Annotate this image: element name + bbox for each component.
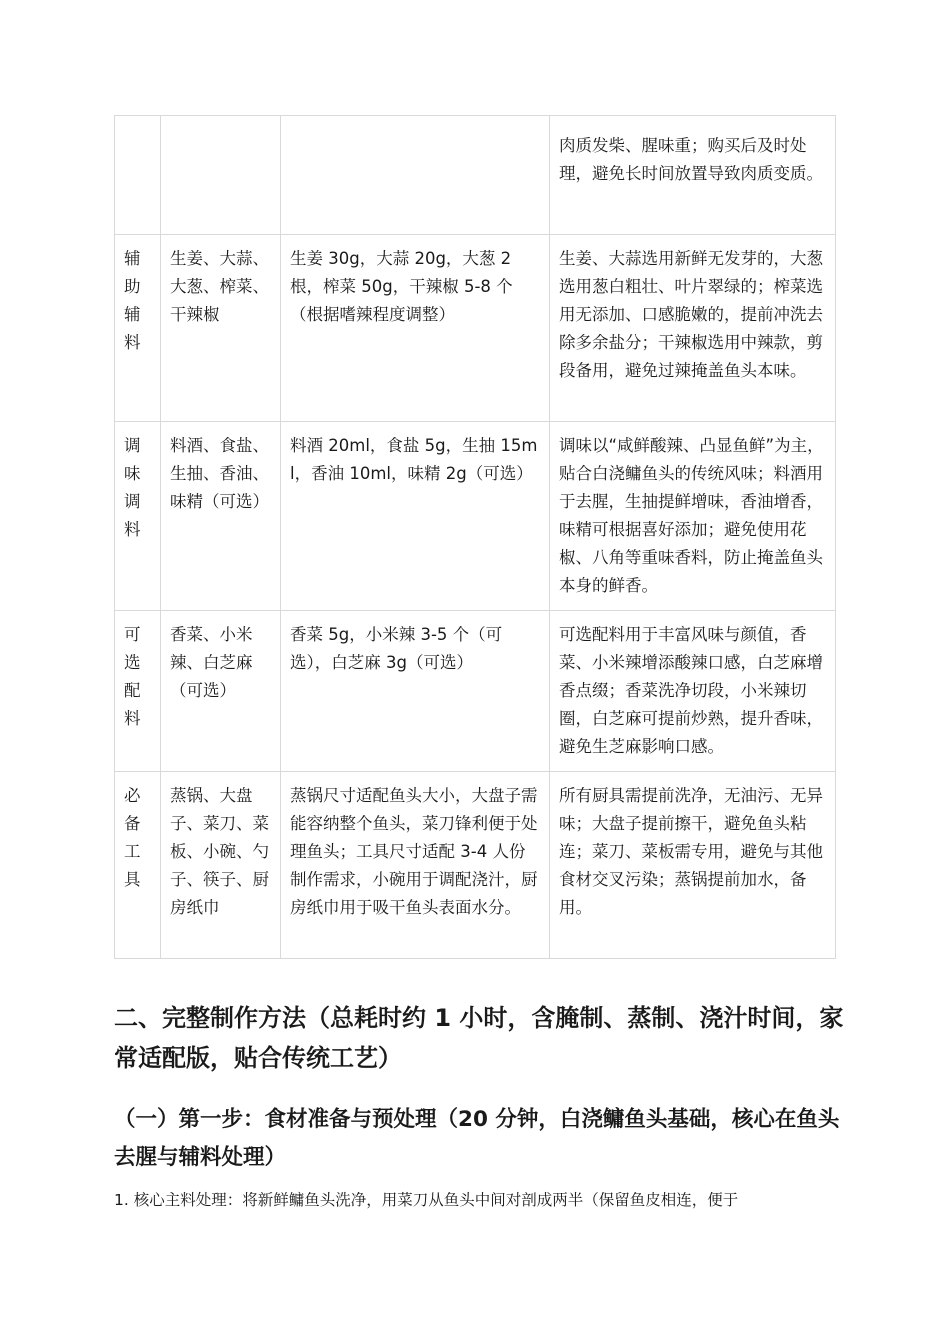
notes-cell: 生姜、大蒜选用新鲜无发芽的，大葱选用葱白粗壮、叶片翠绿的；榨菜选用无添加、口感脆嫩的，提前冲洗去除多余盐分；干辣椒选用中辣款，剪段备用，避免过辣掩盖鱼头本味。 bbox=[550, 235, 836, 422]
items-cell bbox=[161, 116, 281, 235]
table-row bbox=[115, 116, 836, 235]
table-row bbox=[115, 611, 836, 772]
step-item: 1. 核心主料处理：将新鲜鳙鱼头洗净，用菜刀从鱼头中间对剖成两半（保留鱼皮相连，便于 bbox=[114, 1191, 739, 1209]
notes-cell: 肉质发柴、腥味重；购买后及时处理，避免长时间放置导致肉质变质。 bbox=[550, 116, 836, 235]
amount-cell bbox=[281, 116, 550, 235]
category-cell: 必备工具 bbox=[115, 772, 161, 959]
items-cell: 生姜、大蒜、大葱、榨菜、干辣椒 bbox=[161, 235, 281, 422]
amount-cell: 料酒 20ml，食盐 5g，生抽 15ml，香油 10ml，味精 2g（可选） bbox=[281, 422, 550, 611]
section-heading: 二、完整制作方法（总耗时约 1 小时，含腌制、蒸制、浇汁时间，家常适配版，贴合传统工艺） bbox=[114, 1004, 844, 1072]
step-heading: （一）第一步：食材准备与预处理（20 分钟，白浇鳙鱼头基础，核心在鱼头去腥与辅料处理） bbox=[114, 1107, 840, 1170]
items-cell: 蒸锅、大盘子、菜刀、菜板、小碗、勺子、筷子、厨房纸巾 bbox=[161, 772, 281, 959]
notes-cell: 所有厨具需提前洗净，无油污、无异味；大盘子提前擦干，避免鱼头粘连；菜刀、菜板需专用，避免与其他食材交叉污染；蒸锅提前加水，备用。 bbox=[550, 772, 836, 959]
category-cell: 调味调料 bbox=[115, 422, 161, 611]
category-cell bbox=[115, 116, 161, 235]
table-row bbox=[115, 772, 836, 959]
ingredients-table bbox=[114, 115, 836, 959]
table-row bbox=[115, 422, 836, 611]
notes-cell: 调味以“咸鲜酸辣、凸显鱼鲜”为主，贴合白浇鳙鱼头的传统风味；料酒用于去腥，生抽提鲜增味，香油增香，味精可根据喜好添加；避免使用花椒、八角等重味香料，防止掩盖鱼头本身的鲜香。 bbox=[550, 422, 836, 611]
category-cell: 辅助辅料 bbox=[115, 235, 161, 422]
notes-cell: 可选配料用于丰富风味与颜值，香菜、小米辣增添酸辣口感，白芝麻增香点缀；香菜洗净切段，小米辣切圈，白芝麻可提前炒熟，提升香味，避免生芝麻影响口感。 bbox=[550, 611, 836, 772]
amount-cell: 生姜 30g，大蒜 20g，大葱 2 根，榨菜 50g，干辣椒 5-8 个（根据嗜辣程度调整） bbox=[281, 235, 550, 422]
category-cell: 可选配料 bbox=[115, 611, 161, 772]
items-cell: 料酒、食盐、生抽、香油、味精（可选） bbox=[161, 422, 281, 611]
amount-cell: 香菜 5g，小米辣 3-5 个（可选），白芝麻 3g（可选） bbox=[281, 611, 550, 772]
amount-cell: 蒸锅尺寸适配鱼头大小，大盘子需能容纳整个鱼头，菜刀锋利便于处理鱼头；工具尺寸适配 3-4 人份制作需求，小碗用于调配浇汁，厨房纸巾用于吸干鱼头表面水分。 bbox=[281, 772, 550, 959]
items-cell: 香菜、小米辣、白芝麻（可选） bbox=[161, 611, 281, 772]
table-row bbox=[115, 235, 836, 422]
